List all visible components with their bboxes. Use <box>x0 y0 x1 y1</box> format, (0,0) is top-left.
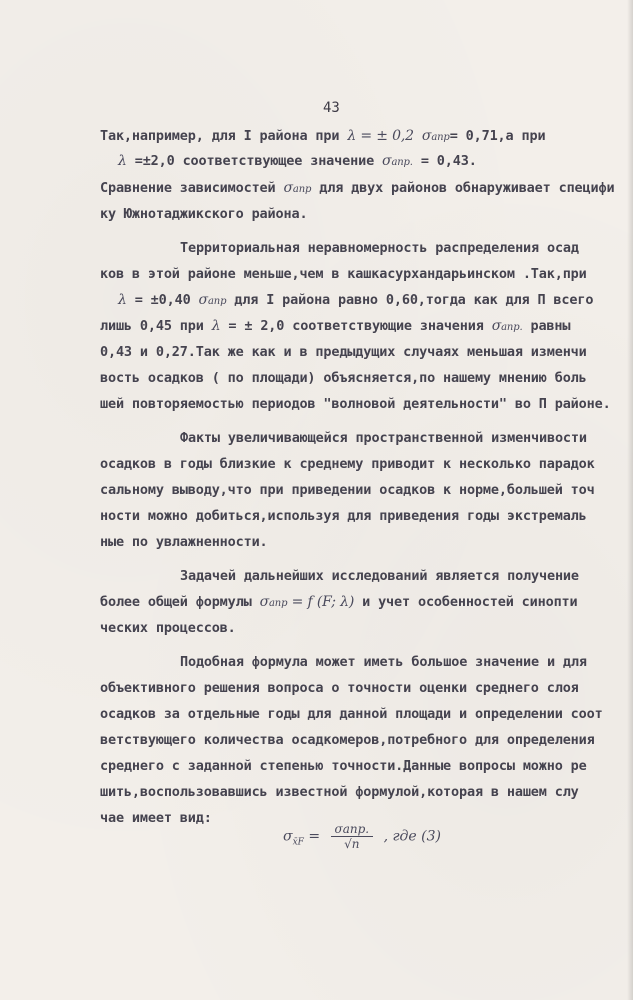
formula-lhs-sub: x̄F <box>292 837 304 848</box>
page-edge-shadow <box>627 0 633 1000</box>
typed-text: чае имеет вид: <box>100 810 212 826</box>
handwritten-subscript: апр. <box>501 322 523 333</box>
typed-text: Подобная формула может иметь большое значение и для <box>180 654 587 670</box>
typed-text: среднего с заданной степенью точности.Данные вопросы можно ре <box>100 758 587 774</box>
text-line <box>100 508 587 524</box>
typed-text: равны <box>522 318 571 334</box>
text-line <box>100 396 611 412</box>
typed-text: ветствующего количества осадкомеров,потребного для определения <box>100 732 595 748</box>
handwritten-symbol: λ = ± 0,2 <box>347 128 414 144</box>
typed-text: осадков за отдельные годы для данной площади и определении соот <box>100 706 603 722</box>
text-line <box>100 594 578 610</box>
typed-text: ку Южнотаджикского района. <box>100 206 308 222</box>
page-number: 43 <box>323 100 340 116</box>
handwritten-symbol: σ <box>382 153 392 169</box>
typed-text: вость осадков ( по площади) объясняется,по нашему мнению боль <box>100 370 587 386</box>
text-line <box>100 534 268 550</box>
handwritten-symbol: σ <box>421 128 432 144</box>
text-line <box>100 370 587 386</box>
text-line <box>100 128 545 144</box>
text-line <box>180 568 579 584</box>
typed-text <box>414 128 422 144</box>
handwritten-symbol: σ <box>283 180 293 196</box>
handwritten-subscript: апр <box>268 598 288 609</box>
text-line <box>100 456 595 472</box>
formula-equals: = <box>308 828 321 845</box>
typed-text: Задачей дальнейших исследований является получение <box>180 568 579 584</box>
typed-text: = ±0,40 <box>126 292 199 308</box>
text-line <box>100 180 614 196</box>
text-line <box>100 344 587 360</box>
typed-text: сальному выводу,что при приведении осадков к норме,большей точ <box>100 482 595 498</box>
formula-lhs: σ <box>283 828 293 845</box>
typed-text: = 0,71,а при <box>449 128 546 144</box>
typed-text: 0,43 и 0,27.Так же как и в предыдущих случаях меньшая изменчи <box>100 344 587 360</box>
handwritten-symbol: σ <box>259 594 269 610</box>
text-line <box>100 758 587 774</box>
typed-text: Сравнение зависимостей <box>100 180 284 196</box>
text-line <box>100 620 236 636</box>
handwritten-subscript: апр. <box>391 157 413 168</box>
handwritten-subscript: апр <box>431 132 450 143</box>
text-line <box>100 266 587 282</box>
typed-text: лишь 0,45 при <box>100 318 212 334</box>
typed-text: более общей формулы <box>100 594 260 610</box>
handwritten-symbol: λ <box>211 318 221 334</box>
text-line <box>180 654 587 670</box>
typed-text: ности можно добиться,используя для приведения годы экстремаль <box>100 508 587 524</box>
text-line <box>100 732 595 748</box>
typed-text: Факты увеличивающейся пространственной изменчивости <box>180 430 587 446</box>
typed-text: ков в этой районе меньше,чем в кашкасурхандарьинском .Так,при <box>100 266 587 282</box>
typed-text: ные по увлажненности. <box>100 534 268 550</box>
typed-text: Территориальная неравномерность распределения осад <box>180 240 579 256</box>
handwritten-symbol: λ <box>118 153 127 169</box>
formula-denominator: √n <box>344 837 360 851</box>
formula-fraction <box>331 822 374 851</box>
typed-text: объективного решения вопроса о точности оценки среднего слоя <box>100 680 579 696</box>
handwritten-symbol: σ <box>198 292 208 308</box>
typed-text: Так,например, для I района при <box>100 128 348 144</box>
typed-text: шей повторяемостью периодов "волновой деятельности" во П районе. <box>100 396 611 412</box>
handwritten-subscript: апр <box>207 296 227 307</box>
formula-numerator: σапр. <box>331 822 374 837</box>
text-line <box>100 810 212 826</box>
text-line <box>100 482 595 498</box>
handwritten-symbol: = f (F; λ) <box>287 594 355 610</box>
typed-text: и учет особенностей синопти <box>354 594 578 610</box>
handwritten-symbol: σ <box>491 318 502 334</box>
typed-text: для двух районов обнаруживает специфи <box>311 180 615 196</box>
text-line <box>100 706 603 722</box>
typed-text: осадков в годы близкие к среднему приводит к несколько парадок <box>100 456 595 472</box>
text-line <box>100 318 570 334</box>
handwritten-symbol: λ <box>118 292 127 308</box>
text-line <box>100 784 579 800</box>
text-line <box>100 206 307 222</box>
handwritten-subscript: апр <box>292 184 312 195</box>
typed-text: = 0,43. <box>412 153 477 169</box>
typed-text: = ± 2,0 соответствующие значения <box>220 318 492 334</box>
formula-3 <box>283 822 441 851</box>
text-line <box>100 680 579 696</box>
text-line <box>180 430 587 446</box>
typed-text: для I района равно 0,60,тогда как для П всего <box>226 292 594 308</box>
text-line <box>118 153 477 169</box>
formula-tail: , где (3) <box>383 828 441 845</box>
typed-text: =±2,0 соответствующее значение <box>126 153 383 169</box>
typed-text: ческих процессов. <box>100 620 236 636</box>
text-line <box>118 292 593 308</box>
text-line <box>180 240 579 256</box>
typed-text: шить,воспользовавшись известной формулой,которая в нашем слу <box>100 784 579 800</box>
